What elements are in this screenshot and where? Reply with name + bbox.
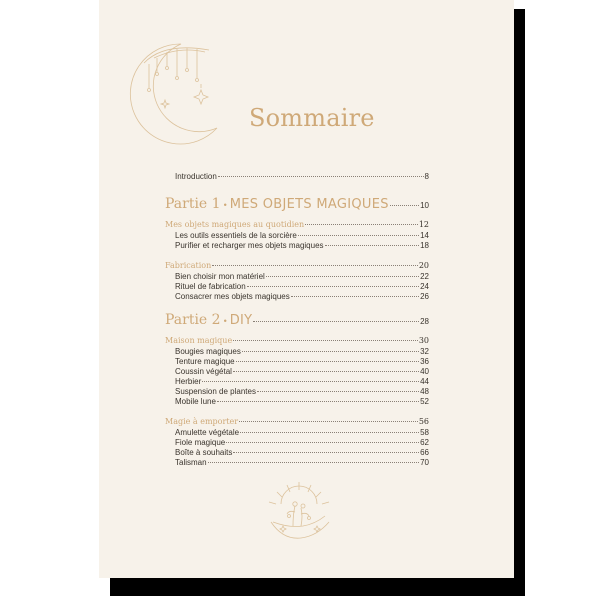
toc-page-number: 14 bbox=[420, 231, 429, 240]
dot-leader bbox=[208, 462, 420, 463]
toc-page-number: 44 bbox=[420, 377, 429, 386]
toc-page-number: 52 bbox=[420, 397, 429, 406]
toc-page-number: 22 bbox=[420, 272, 429, 281]
toc-page-number: 36 bbox=[420, 357, 429, 366]
section-label: Fabrication bbox=[165, 261, 212, 270]
dot-leader bbox=[217, 401, 419, 402]
toc-section bbox=[165, 261, 429, 272]
dot-leader bbox=[325, 245, 420, 246]
item-label: Les outils essentiels de la sorcière bbox=[175, 231, 297, 240]
toc-page-number: 26 bbox=[420, 292, 429, 301]
toc-item bbox=[165, 428, 429, 438]
dot-leader bbox=[233, 452, 419, 453]
toc-item bbox=[165, 347, 429, 357]
item-label: Boîte à souhaits bbox=[175, 448, 233, 457]
toc-page-number: 20 bbox=[418, 261, 429, 270]
item-label: Purifier et recharger mes objets magiques bbox=[175, 241, 324, 250]
toc-item bbox=[165, 357, 429, 367]
spacer bbox=[165, 251, 429, 261]
toc-section bbox=[165, 336, 429, 347]
item-label: Coussin végétal bbox=[175, 367, 232, 376]
toc-item bbox=[165, 387, 429, 397]
item-label: Bien choisir mon matériel bbox=[175, 272, 265, 281]
dot-leader bbox=[240, 432, 419, 433]
item-label: Fiole magique bbox=[175, 438, 226, 447]
dot-leader bbox=[257, 391, 419, 392]
toc-page-number: 24 bbox=[420, 282, 429, 291]
toc-page-number: 66 bbox=[420, 448, 429, 457]
toc-item bbox=[165, 377, 429, 387]
toc-item bbox=[165, 397, 429, 407]
item-label: Tenture magique bbox=[175, 357, 235, 366]
part-name: DIY bbox=[229, 313, 253, 328]
part-separator: • bbox=[223, 200, 227, 210]
toc-page-number: 30 bbox=[418, 336, 429, 345]
toc-page-number: 32 bbox=[420, 347, 429, 356]
toc-part-1 bbox=[165, 196, 429, 212]
item-label: Rituel de fabrication bbox=[175, 282, 246, 291]
toc-page-number: 28 bbox=[420, 317, 429, 326]
spacer bbox=[165, 302, 429, 312]
toc-section bbox=[165, 220, 429, 231]
item-label: Mobile lune bbox=[175, 397, 216, 406]
toc-page-number: 12 bbox=[418, 220, 429, 229]
dot-leader bbox=[239, 421, 418, 422]
section-label: Magie à emporter bbox=[165, 417, 239, 426]
toc-item bbox=[165, 367, 429, 377]
toc-item bbox=[165, 282, 429, 292]
sun-hand-illustration bbox=[259, 482, 339, 548]
dot-leader bbox=[202, 381, 419, 382]
dot-leader bbox=[253, 321, 419, 322]
dot-leader bbox=[236, 361, 420, 362]
dot-leader bbox=[233, 371, 419, 372]
toc-page-number: 58 bbox=[420, 428, 429, 437]
toc-item bbox=[165, 458, 429, 468]
item-label: Talisman bbox=[175, 458, 207, 467]
dot-leader bbox=[212, 265, 418, 266]
toc-page-number: 10 bbox=[420, 201, 429, 210]
dot-leader bbox=[247, 286, 419, 287]
dot-leader bbox=[226, 442, 419, 443]
section-label: Mes objets magiques au quotidien bbox=[165, 220, 305, 229]
dot-leader bbox=[305, 224, 418, 225]
toc-item bbox=[165, 231, 429, 241]
item-label: Suspension de plantes bbox=[175, 387, 256, 396]
toc-page-number: 56 bbox=[418, 417, 429, 426]
item-label: Bougies magiques bbox=[175, 347, 241, 356]
item-label: Amulette végétale bbox=[175, 428, 240, 437]
toc-entry-label: Introduction bbox=[175, 172, 217, 181]
dot-leader bbox=[298, 235, 419, 236]
part-separator: • bbox=[223, 316, 227, 326]
dot-leader bbox=[242, 351, 419, 352]
toc-page-number: 70 bbox=[420, 458, 429, 467]
toc-page-number: 40 bbox=[420, 367, 429, 376]
part-label: Partie 1 bbox=[165, 196, 221, 212]
page-title: Sommaire bbox=[249, 104, 375, 132]
part-name: MES OBJETS MAGIQUES bbox=[229, 197, 389, 212]
toc-entry-introduction bbox=[165, 172, 429, 186]
spacer bbox=[165, 407, 429, 417]
toc-item bbox=[165, 272, 429, 282]
toc-item bbox=[165, 292, 429, 302]
item-label: Consacrer mes objets magiques bbox=[175, 292, 290, 301]
table-of-contents bbox=[165, 172, 429, 468]
dot-leader bbox=[291, 296, 419, 297]
toc-item bbox=[165, 241, 429, 251]
dot-leader bbox=[233, 340, 418, 341]
toc-item bbox=[165, 438, 429, 448]
toc-page-number: 62 bbox=[420, 438, 429, 447]
dot-leader bbox=[266, 276, 419, 277]
item-label: Herbier bbox=[175, 377, 202, 386]
toc-item bbox=[165, 448, 429, 458]
toc-part-2 bbox=[165, 312, 429, 328]
dot-leader bbox=[390, 205, 419, 206]
toc-page-number: 8 bbox=[424, 172, 429, 181]
dot-leader bbox=[218, 176, 424, 177]
section-label: Maison magique bbox=[165, 336, 233, 345]
part-label: Partie 2 bbox=[165, 312, 221, 328]
book-page bbox=[99, 0, 514, 578]
toc-section bbox=[165, 417, 429, 428]
toc-page-number: 48 bbox=[420, 387, 429, 396]
toc-page-number: 18 bbox=[420, 241, 429, 250]
